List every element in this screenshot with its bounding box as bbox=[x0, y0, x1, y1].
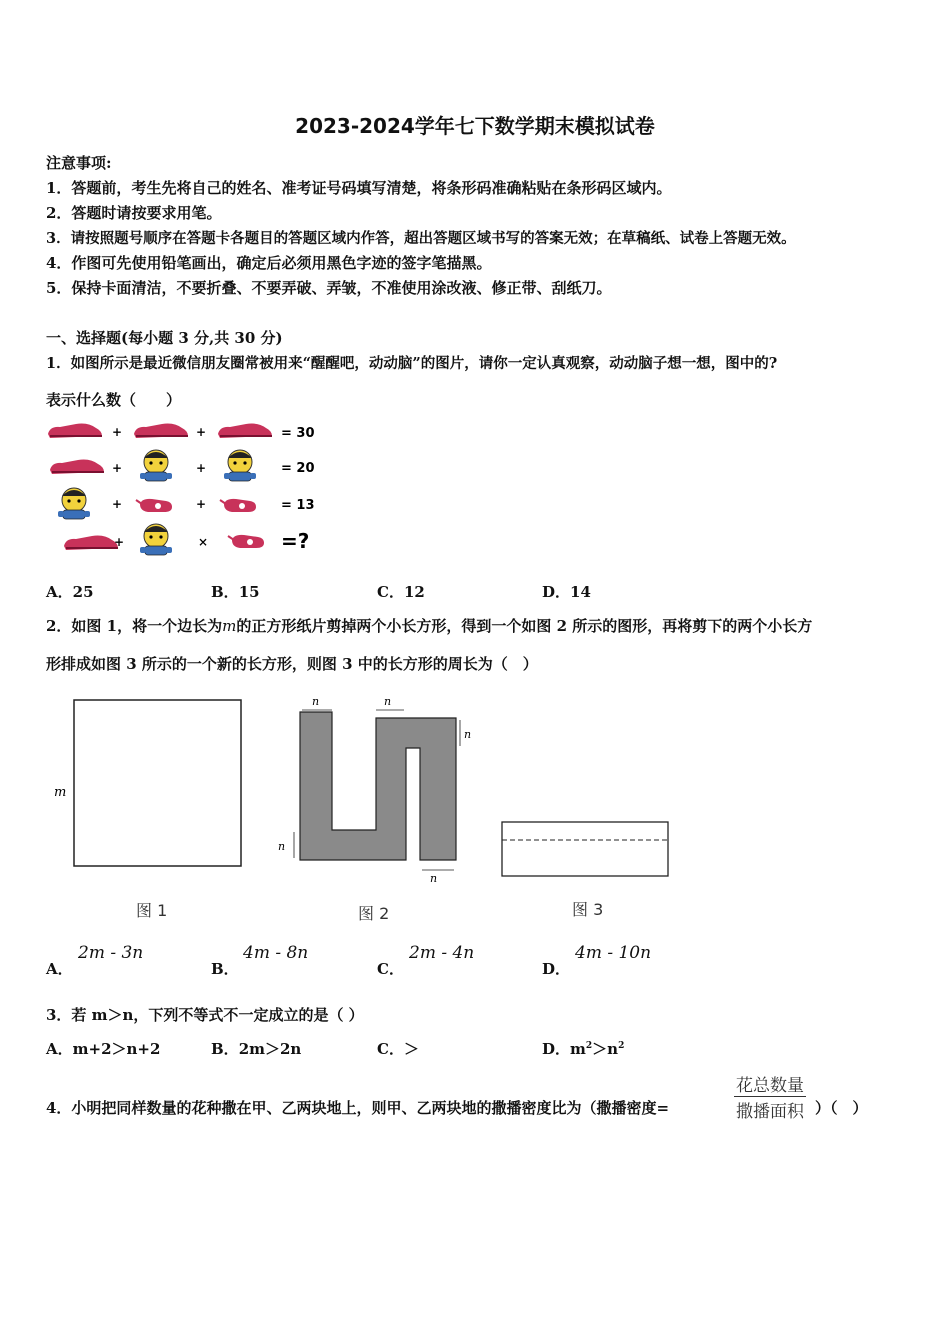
shoe-icon bbox=[134, 424, 188, 439]
kid-icon bbox=[58, 488, 90, 519]
svg-text:n: n bbox=[430, 872, 438, 885]
op: × bbox=[198, 535, 209, 549]
shoe-icon bbox=[64, 536, 118, 551]
q1-option-c[interactable]: C．12 bbox=[377, 583, 425, 601]
q3-option-a[interactable]: A．m+2＞n+2 bbox=[46, 1040, 161, 1058]
op: + bbox=[112, 497, 123, 511]
q4-fraction-denominator: 撒播面积 bbox=[736, 1102, 804, 1122]
fig1-caption: 图 1 bbox=[136, 901, 168, 920]
whistle-icon bbox=[136, 499, 172, 512]
op: + bbox=[196, 497, 207, 511]
q3-option-b[interactable]: B．2m＞2n bbox=[211, 1040, 302, 1058]
q1-puzzle-figure bbox=[44, 416, 334, 561]
fig1-square bbox=[74, 700, 241, 866]
q2-option-a-value: 2m - 3n bbox=[78, 943, 144, 963]
svg-text:n: n bbox=[464, 728, 472, 741]
q3-option-d[interactable]: D．$m^2>n^2$ bbox=[542, 1040, 625, 1058]
puzzle-result: =? bbox=[281, 529, 310, 553]
op: + bbox=[112, 425, 123, 439]
puzzle-result: = 20 bbox=[281, 461, 315, 476]
q4-fraction-numerator: 花总数量 bbox=[734, 1071, 806, 1097]
q2-option-d-letter[interactable]: D． bbox=[542, 960, 571, 978]
page-title: 2023-2024学年七下数学期末模拟试卷 bbox=[295, 114, 655, 138]
q2-text: 2．如图 1，将一个边长为m的正方形纸片剪掉两个小长方形，得到一个如图 2 所示的图形，再将剪下的两个小长方 bbox=[46, 617, 813, 635]
note-item: 4．作图可先使用铅笔画出，确定后必须用黑色字迹的签字笔描黑。 bbox=[46, 254, 492, 272]
q2-option-b-value: 4m - 8n bbox=[243, 943, 309, 963]
svg-text:n: n bbox=[312, 695, 320, 708]
q2-text-cont: 形排成如图 3 所示的一个新的长方形，则图 3 中的长方形的周长为（ ） bbox=[46, 655, 538, 673]
shoe-icon bbox=[50, 460, 104, 475]
svg-text:n: n bbox=[384, 695, 392, 708]
puzzle-result: = 13 bbox=[281, 498, 315, 513]
fig1-label-m: m bbox=[54, 785, 67, 800]
whistle-icon bbox=[220, 499, 256, 512]
q4-text: 4．小明把同样数量的花种撒在甲、乙两块地上，则甲、乙两块地的撒播密度比为（撒播密度= bbox=[46, 1099, 670, 1117]
puzzle-result: = 30 bbox=[281, 426, 315, 441]
q2-option-c-letter[interactable]: C． bbox=[377, 960, 404, 978]
q1-option-b[interactable]: B．15 bbox=[211, 583, 260, 601]
q1-text-cont: 表示什么数（ ） bbox=[46, 391, 182, 409]
q3-text: 3．若 m＞n，下列不等式不一定成立的是（ ） bbox=[46, 1006, 364, 1024]
note-item: 5．保持卡面清洁，不要折叠、不要弄破、弄皱，不准使用涂改液、修正带、刮纸刀。 bbox=[46, 279, 612, 297]
whistle-icon bbox=[228, 535, 264, 548]
shoe-icon bbox=[48, 424, 102, 439]
fig3-rect bbox=[502, 822, 668, 876]
q4-fraction bbox=[734, 1071, 806, 1122]
fig2-shape bbox=[300, 712, 456, 860]
q4-text-end: ）（ ） bbox=[815, 1099, 868, 1117]
op: + bbox=[112, 461, 123, 475]
op: + bbox=[196, 425, 207, 439]
note-item: 3．请按照题号顺序在答题卡各题目的答题区域内作答，超出答题区域书写的答案无效；在草稿纸、试卷上答题无效。 bbox=[46, 230, 796, 247]
q2-option-c-value: 2m - 4n bbox=[409, 943, 475, 963]
q2-figures bbox=[50, 690, 690, 930]
q2-option-b-letter[interactable]: B． bbox=[211, 960, 239, 978]
kid-icon bbox=[140, 450, 172, 481]
q2-option-d-value: 4m - 10n bbox=[575, 943, 652, 963]
section-heading: 一、选择题(每小题 3 分,共 30 分) bbox=[46, 329, 283, 347]
q1-option-d[interactable]: D．14 bbox=[542, 583, 591, 601]
q2-option-a-letter[interactable]: A． bbox=[46, 960, 73, 978]
op: + bbox=[196, 461, 207, 475]
op: + bbox=[114, 535, 125, 549]
fig3-caption: 图 3 bbox=[572, 900, 604, 919]
kid-icon bbox=[224, 450, 256, 481]
svg-text:n: n bbox=[278, 840, 286, 853]
notes-heading: 注意事项: bbox=[46, 154, 112, 172]
q1-option-a[interactable]: A．25 bbox=[46, 583, 94, 601]
kid-icon bbox=[140, 524, 172, 555]
q1-text: 1．如图所示是最近微信朋友圈常被用来“醒醒吧，动动脑”的图片，请你一定认真观察，动动脑子想一想，图中的? bbox=[46, 355, 778, 372]
note-item: 1．答题前，考生先将自己的姓名、准考证号码填写清楚，将条形码准确粘贴在条形码区域内。 bbox=[46, 179, 672, 197]
q3-option-c[interactable]: C．＞ bbox=[377, 1040, 419, 1058]
note-item: 2．答题时请按要求用笔。 bbox=[46, 204, 222, 222]
fig2-caption: 图 2 bbox=[358, 904, 390, 923]
shoe-icon bbox=[218, 424, 272, 439]
